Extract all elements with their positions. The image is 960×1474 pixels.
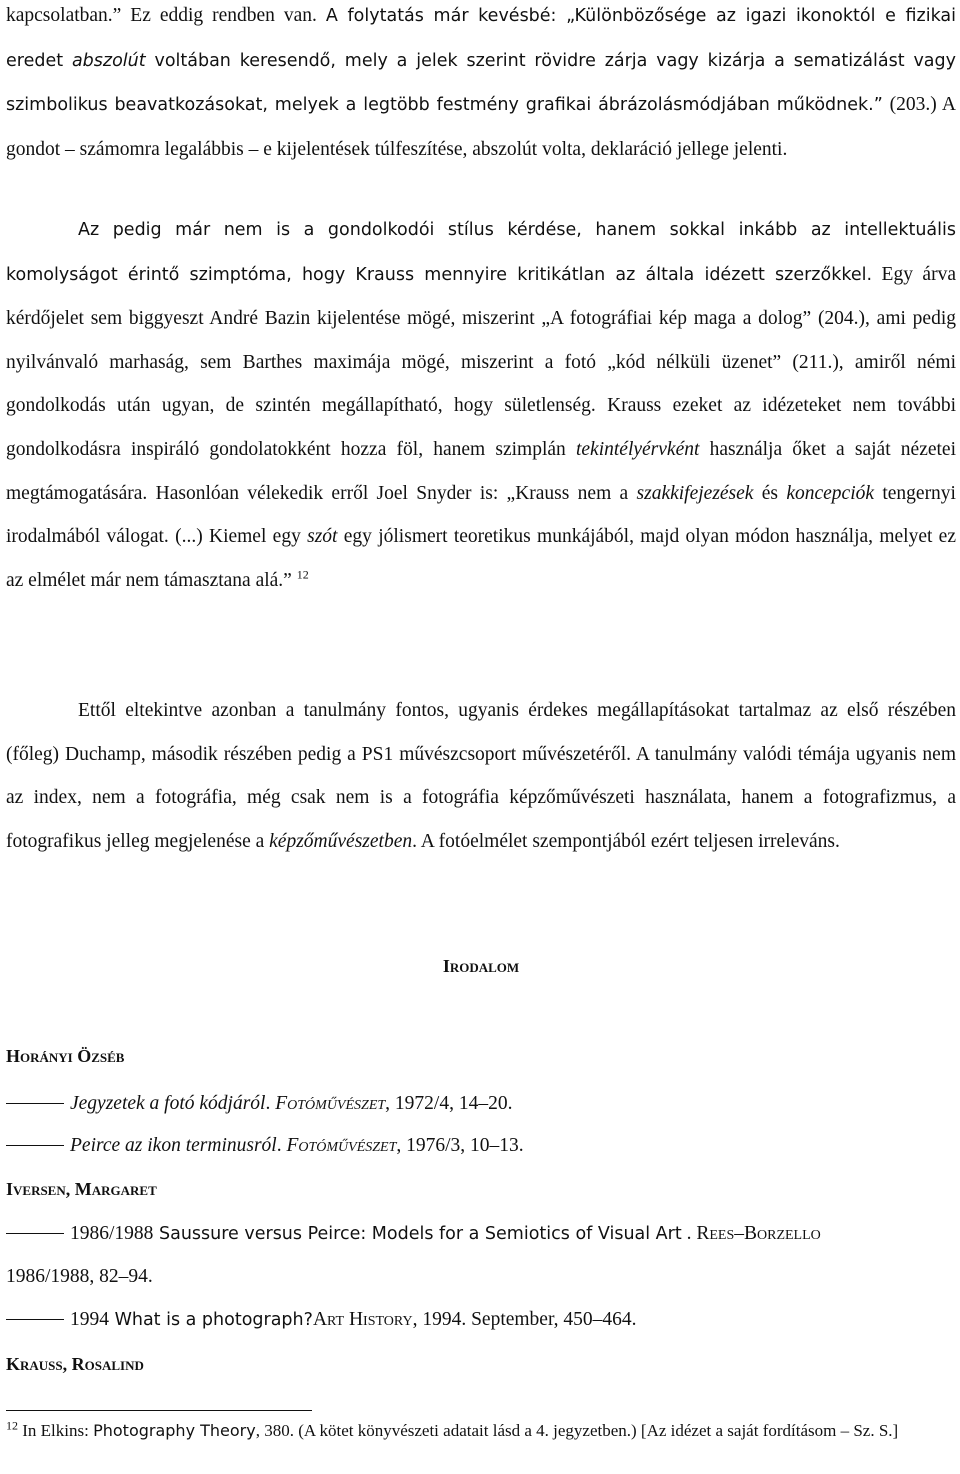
emphasis: koncepciók bbox=[786, 482, 875, 504]
paragraph-3 bbox=[6, 689, 956, 863]
footnote-number: 12 bbox=[6, 1418, 18, 1433]
bib-author: Iversen, Margaret bbox=[6, 1179, 157, 1199]
footnote-text: In Elkins: bbox=[18, 1421, 94, 1440]
bib-sep: . bbox=[681, 1223, 697, 1244]
text: (203.) A gondot – számomra legalábbis – e kijelentések túlfeszítése, abszolút volta, deklaráció jellege jelenti. bbox=[6, 94, 956, 160]
bib-rest: , 1972/4, 14–20. bbox=[385, 1093, 513, 1114]
footnote-separator bbox=[6, 1410, 312, 1411]
emphasis: abszolút bbox=[71, 50, 146, 71]
bib-entry-cont: 1986/1988, 82–94. bbox=[6, 1266, 153, 1287]
bib-entry bbox=[6, 1212, 821, 1257]
dash-mark bbox=[6, 1233, 64, 1234]
footnote-ref[interactable]: 12 bbox=[296, 567, 309, 582]
bib-journal: Fotóművészet bbox=[286, 1135, 397, 1156]
paragraph-2 bbox=[6, 208, 956, 602]
emphasis: szót bbox=[307, 526, 338, 548]
bib-title: Saussure versus Peirce: Models for a Semiotics of Visual Art bbox=[153, 1224, 682, 1244]
dash-mark bbox=[6, 1319, 64, 1320]
bib-sep: . bbox=[276, 1135, 287, 1156]
bib-rest: , 1976/3, 10–13. bbox=[396, 1135, 524, 1156]
text: A folytatás már kevésbé: „Különbözősége az igazi ikonoktól e fizikai eredet bbox=[6, 6, 956, 71]
emphasis: képzőművészetben bbox=[269, 830, 413, 852]
bib-author: Krauss, Rosalind bbox=[6, 1354, 144, 1374]
bib-year: 1986/1988 bbox=[70, 1223, 154, 1244]
footnote-text: , 380. (A kötet könyvészeti adatait lásd a 4. jegyzetben.) [Az idézet a saját fordításom – Sz. S.] bbox=[255, 1421, 899, 1440]
bib-year: 1994 bbox=[70, 1309, 109, 1330]
emphasis: tekintélyérvként bbox=[575, 438, 700, 460]
text: Ettől eltekintve azonban a tanulmány fontos, ugyanis érdekes megállapításokat tartalmaz az első részében (főleg) Duchamp, második részében pedig a PS1 művészcsoport művészetéről. A tanulmány valódi témája ugyanis nem az index, nem a fotográfia, még csak nem is a fotográfia képzőművészeti használata, hanem a fotografizmus, a fotografikus jelleg megjelenése a bbox=[6, 700, 956, 852]
text: . A fotóelmélet szempontjából ezért teljesen irreleváns. bbox=[412, 830, 840, 852]
text: voltában keresendő, mely a jelek szerint rövidre zárja vagy kizárja a sematizálást vagy szimbolikus beavatkozásokat, melyek a legtöbb festmény grafikai ábrázolásmódjában működnek.” bbox=[6, 50, 956, 116]
bib-title: What is a photograph? bbox=[109, 1310, 313, 1330]
paragraph-1 bbox=[6, 0, 956, 171]
text: Egy árva kérdőjelet sem biggyeszt André Bazin kijelentése mögé, miszerint „A fotográfiai kép maga a dolog” (204.), ami pedig nyilvánvaló marhaság, sem Barthes maximája mögé, miszerint a fotó „kód nélküli üzenet” (211.), amiről némi gondolkodás után ugyan, de szintén megállapítható, hogy sületlenség. bbox=[6, 263, 956, 417]
bib-sep: . bbox=[265, 1093, 276, 1114]
bib-entry bbox=[6, 1082, 512, 1126]
dash-mark bbox=[6, 1145, 64, 1146]
text: használja őket a saját nézetei megtámogatására. Hasonlóan vélekedik erről Joel Snyder is: „Krauss nem a bbox=[6, 438, 956, 504]
footnote-book: Photography Theory bbox=[93, 1421, 256, 1440]
bib-journal: Rees–Borzello bbox=[696, 1223, 821, 1244]
text: és bbox=[753, 482, 787, 504]
bib-title: Jegyzetek a fotó kódjáról bbox=[70, 1093, 266, 1114]
bib-entry bbox=[6, 1298, 637, 1343]
text: Az pedig már nem is a gondolkodói stílus kérdése, hanem sokkal inkább az intellektuális komolyságot érintő szimptóma, hogy Krauss mennyire kritikátlan az általa idézett szerzőkkel. bbox=[6, 220, 956, 285]
footnote bbox=[6, 1418, 956, 1443]
dash-mark bbox=[6, 1103, 64, 1104]
bib-rest: , 1994. September, 450–464. bbox=[412, 1309, 637, 1330]
bib-entry bbox=[6, 1124, 524, 1168]
bib-journal: Art History bbox=[312, 1309, 413, 1330]
text: egy jólismert teoretikus munkájából, majd olyan módon használja, melyet ez az elmélet már nem támasztana alá.” bbox=[6, 526, 956, 591]
text: kapcsolatban.” Ez eddig rendben van. bbox=[6, 5, 326, 26]
bibliography-heading: Irodalom bbox=[442, 956, 520, 976]
text: tengernyi irodalmából válogat. (...) Kiemel egy bbox=[6, 482, 956, 548]
emphasis: szakkifejezések bbox=[636, 482, 754, 504]
bib-author: Horányi Özséb bbox=[6, 1046, 125, 1066]
text: Krauss ezeket az idézeteket nem további gondolkodásra inspiráló gondolatokként hozza föl, hanem szimplán bbox=[6, 395, 956, 460]
bib-title: Peirce az ikon terminusról bbox=[70, 1135, 277, 1156]
bib-journal: Fotóművészet bbox=[275, 1093, 386, 1114]
